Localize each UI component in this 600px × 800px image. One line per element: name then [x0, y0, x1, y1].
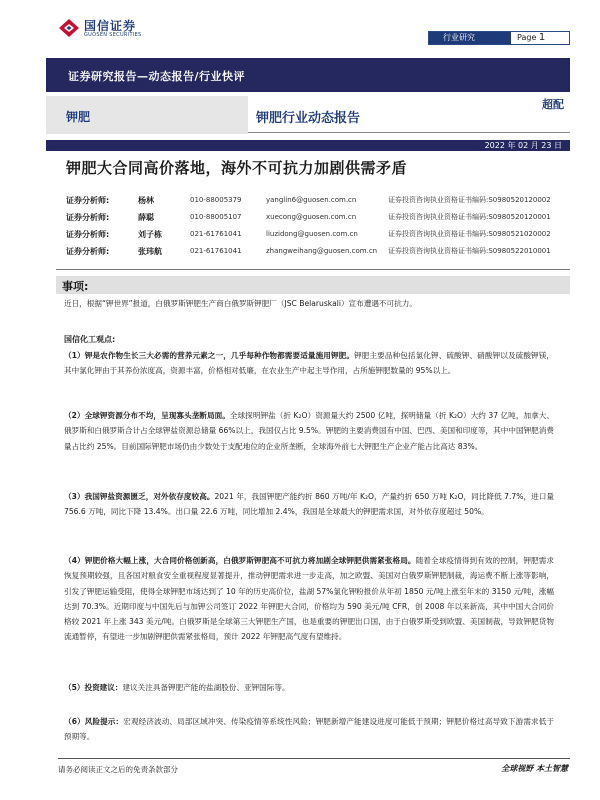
paragraph — [64, 714, 554, 745]
paragraph — [64, 553, 554, 645]
analyst-phone: 021-61761041 — [190, 247, 242, 255]
page-label: Page — [517, 33, 537, 42]
report-category-bar — [428, 31, 570, 45]
analyst-email[interactable]: xuecong@guosen.com.cn — [266, 213, 357, 221]
report-type-banner — [46, 58, 570, 92]
paragraph-text: 随着全球疫情得到有效的控制，钾肥需求恢复预期较强，且各国对粮食安全重视程度显著提升，推动钾肥需求进一步走高，加之欧盟、美国对白俄罗斯钾肥制裁，海运费不断上涨等影响，引发了钾肥运输受阻，使得全球钾肥市场达到了 10 年的历史高价位，盐湖 57%氯化钾粉报价从年初 1850 元/吨上涨至年末的 3150 元/吨，涨幅达到 70.3%。近期印度与中国先后与加钾公司签订 2022 年钾肥大合同，价格均为 590 美元/吨 CFR，创 2008 年以来新高，其中中国大合同价格较 2021 年上涨 343 美元/吨。白俄罗斯是全球第三大钾肥生产国，也是重要的钾肥出口国，由于白俄罗斯受到欧盟、美国制裁，导致钾肥货物流通暂停，有望进一步加剧钾肥供需紧张格局，预计 2022 年钾肥高气度有望维持。 — [64, 556, 554, 642]
analyst-cert: 证券投资咨询执业资格证书编码:S0980520120001 — [388, 213, 551, 221]
sector-row — [46, 96, 570, 134]
footer-divider — [58, 758, 570, 759]
paragraph-lead: （1）钾是农作物生长三大必需的营养元素之一，几乎每种作物都需要适量施用钾肥。 — [64, 351, 355, 360]
paragraph — [64, 408, 554, 454]
section-title: 事项: — [62, 280, 89, 293]
views-subheading: 国信化工观点: — [64, 335, 116, 344]
analyst-name: 杨林 — [138, 196, 154, 205]
analyst-phone: 010-88005379 — [190, 196, 242, 204]
report-category: 行业研究 — [429, 32, 511, 44]
logo-text: 国信证券 — [84, 19, 137, 33]
paragraph-lead: （4）钾肥价格大幅上涨，大合同价格创新高，白俄罗斯钾肥高不可抗力将加剧全球钾肥供需紧张格局。 — [64, 556, 416, 565]
analyst-phone: 021-61761041 — [190, 230, 242, 238]
sector-box — [46, 96, 248, 134]
analyst-name: 张玮航 — [138, 247, 162, 256]
section-header — [56, 276, 570, 294]
analyst-row — [66, 243, 570, 260]
analyst-phone: 010-88005107 — [190, 213, 242, 221]
paragraph — [64, 489, 554, 520]
date-bar — [46, 140, 570, 151]
intro-paragraph: 近日，根据“钾世界”报道，白俄罗斯钾肥生产商白俄罗斯钾肥厂（JSC Belaruskali）宣布遭遇不可抗力。 — [64, 299, 417, 308]
analyst-list — [66, 192, 570, 260]
page-number: 1 — [538, 32, 546, 43]
analyst-email[interactable]: yanglin6@guosen.com.cn — [266, 196, 357, 204]
logo — [58, 16, 148, 42]
paragraph-text: 宏观经济波动、局部区域冲突、传染疫情等系统性风险；钾肥新增产能建设进度可能低于预期；钾肥价格过高导致下游需求低于预期等。 — [64, 717, 554, 742]
paragraph-text: 全球探明钾盐（折 K₂O）资源量大约 2500 亿吨，探明储量（折 K₂O）大约 37 亿吨，加拿大、俄罗斯和白俄罗斯合计占全球钾盐资源总储量 66%以上，我国仅占比 9.5%。钾肥的主要消费国有中国、巴西、美国和印度等，其中中国钾肥消费量占比约 25%。目前国际钾肥市场仍由少数处于支配地位的企业所垄断，全球海外前七大钾肥生产企业产能占比高达 83%。 — [64, 411, 555, 451]
analyst-name: 薛聪 — [138, 213, 154, 222]
headline: 钾肥大合同高价落地，海外不可抗力加剧供需矛盾 — [66, 159, 408, 177]
analyst-label: 证券分析师: — [66, 213, 110, 222]
analyst-email[interactable]: zhangweihang@guosen.com.cn — [266, 247, 378, 255]
section-divider — [56, 269, 570, 270]
analyst-row — [66, 226, 570, 243]
analyst-label: 证券分析师: — [66, 247, 110, 256]
footer-slogan: 全球视野 本土智慧 — [501, 764, 568, 773]
rating: 超配 — [542, 98, 564, 111]
analyst-label: 证券分析师: — [66, 196, 110, 205]
paragraph-text: 2021 年，我国钾肥产能约折 860 万吨/年 K₂O，产量约折 650 万吨 K₂O，同比降低 7.7%，进口量 756.6 万吨，同比下降 13.4%。出口量 22.6 万吨，同比增加 2.4%，我国是全球最大的钾肥需求国，对外依存度超过 50%。 — [64, 492, 554, 517]
analyst-cert: 证券投资咨询执业资格证书编码:S0980521020002 — [388, 230, 551, 238]
analyst-label: 证券分析师: — [66, 230, 110, 239]
analyst-row — [66, 192, 570, 209]
report-type-text: 证券研究报告—动态报告/行业快评 — [68, 70, 246, 83]
sector-name: 钾肥 — [66, 110, 91, 124]
analyst-cert: 证券投资咨询执业资格证书编码:S0980522010001 — [388, 247, 551, 255]
paragraph-text: 钾肥主要品种包括氯化钾、硫酸钾、硝酸钾以及硫酸钾镁，其中氯化钾由于其养份浓度高，资源丰富，价格相对低廉，在农业生产中起主导作用，占所施钾肥数量的 95%以上。 — [64, 351, 555, 376]
paragraph — [64, 680, 554, 695]
guosen-logo-icon — [58, 18, 80, 38]
report-date: 2022 年 02 月 23 日 — [484, 141, 562, 150]
analyst-email[interactable]: liuzidong@guosen.com.cn — [266, 230, 358, 238]
analyst-name: 刘子栋 — [138, 230, 162, 239]
footer-disclaimer: 请务必阅读正文之后的免责条款部分 — [58, 765, 178, 774]
logo-subtext: GUOSEN SECURITIES — [84, 32, 142, 38]
paragraph-lead: （5）投资建议： — [64, 683, 123, 692]
paragraph-lead: （2）全球钾资源分布不均，呈现寡头垄断局面。 — [64, 411, 230, 420]
paragraph-lead: （3）我国钾盐资源匮乏，对外依存度较高。 — [64, 492, 215, 501]
report-title: 钾肥行业动态报告 — [256, 111, 361, 126]
page-indicator — [517, 32, 545, 44]
analyst-cert: 证券投资咨询执业资格证书编码:S0980520120002 — [388, 196, 551, 204]
sector-divider — [248, 132, 570, 133]
paragraph — [64, 348, 554, 379]
paragraph-text: 建议关注具备钾肥产能的盐湖股份、亚钾国际等。 — [122, 683, 290, 692]
paragraph-lead: （6）风险提示： — [64, 717, 124, 726]
analyst-row — [66, 209, 570, 226]
